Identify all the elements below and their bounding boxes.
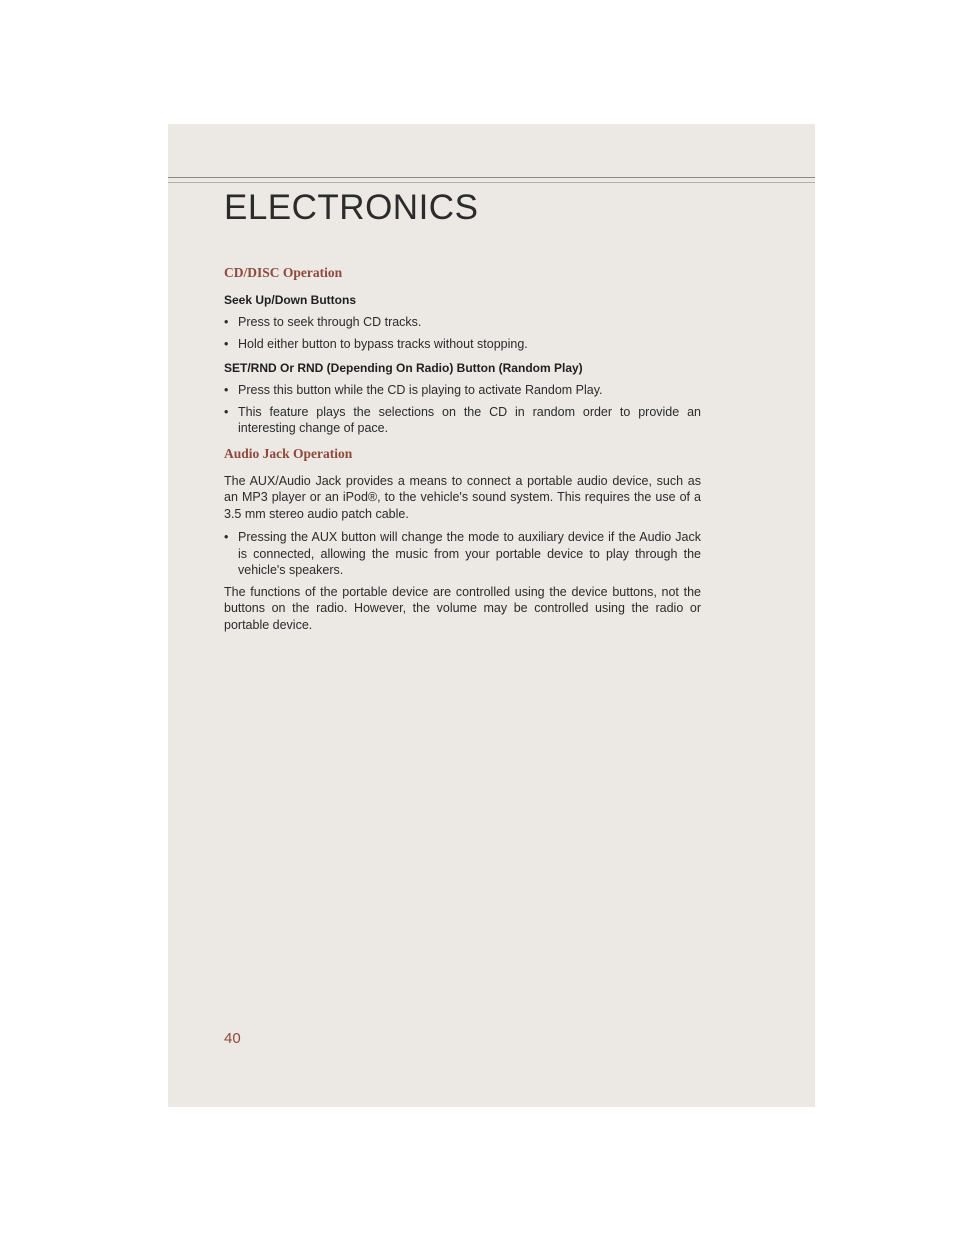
list-item: • Press this button while the CD is playing to activate Random Play. xyxy=(224,382,701,399)
random-bullet-list xyxy=(224,382,701,437)
audio-jack-intro: The AUX/Audio Jack provides a means to connect a portable audio device, such as an MP3 player or an iPod®, to the vehicle's sound system. This requires the use of a 3.5 mm stereo audio patch cable. xyxy=(224,473,701,521)
list-item: • Press to seek through CD tracks. xyxy=(224,314,701,331)
section-title: ELECTRONICS xyxy=(224,188,479,227)
page-number: 40 xyxy=(224,1030,241,1047)
page-content xyxy=(224,264,701,640)
audio-jack-closing: The functions of the portable device are controlled using the device buttons, not the buttons on the radio. However, the volume may be controlled using the radio or portable device. xyxy=(224,584,701,632)
seek-bullet-list xyxy=(224,314,701,352)
random-play-heading: SET/RND Or RND (Depending On Radio) Button (Random Play) xyxy=(224,361,583,375)
list-item: • Hold either button to bypass tracks without stopping. xyxy=(224,336,701,353)
header-rule-top xyxy=(168,177,815,178)
list-item: • Pressing the AUX button will change the mode to auxiliary device if the Audio Jack is connected, allowing the music from your portable device to play through the vehicle's speakers. xyxy=(224,529,701,579)
audio-jack-heading: Audio Jack Operation xyxy=(224,445,353,461)
seek-buttons-heading: Seek Up/Down Buttons xyxy=(224,293,357,307)
cd-disc-heading: CD/DISC Operation xyxy=(224,265,343,280)
audio-jack-bullet-list xyxy=(224,529,701,579)
header-rule-bottom xyxy=(168,182,815,183)
list-item: • This feature plays the selections on the CD in random order to provide an interesting change of pace. xyxy=(224,404,701,437)
manual-page xyxy=(168,124,815,1107)
